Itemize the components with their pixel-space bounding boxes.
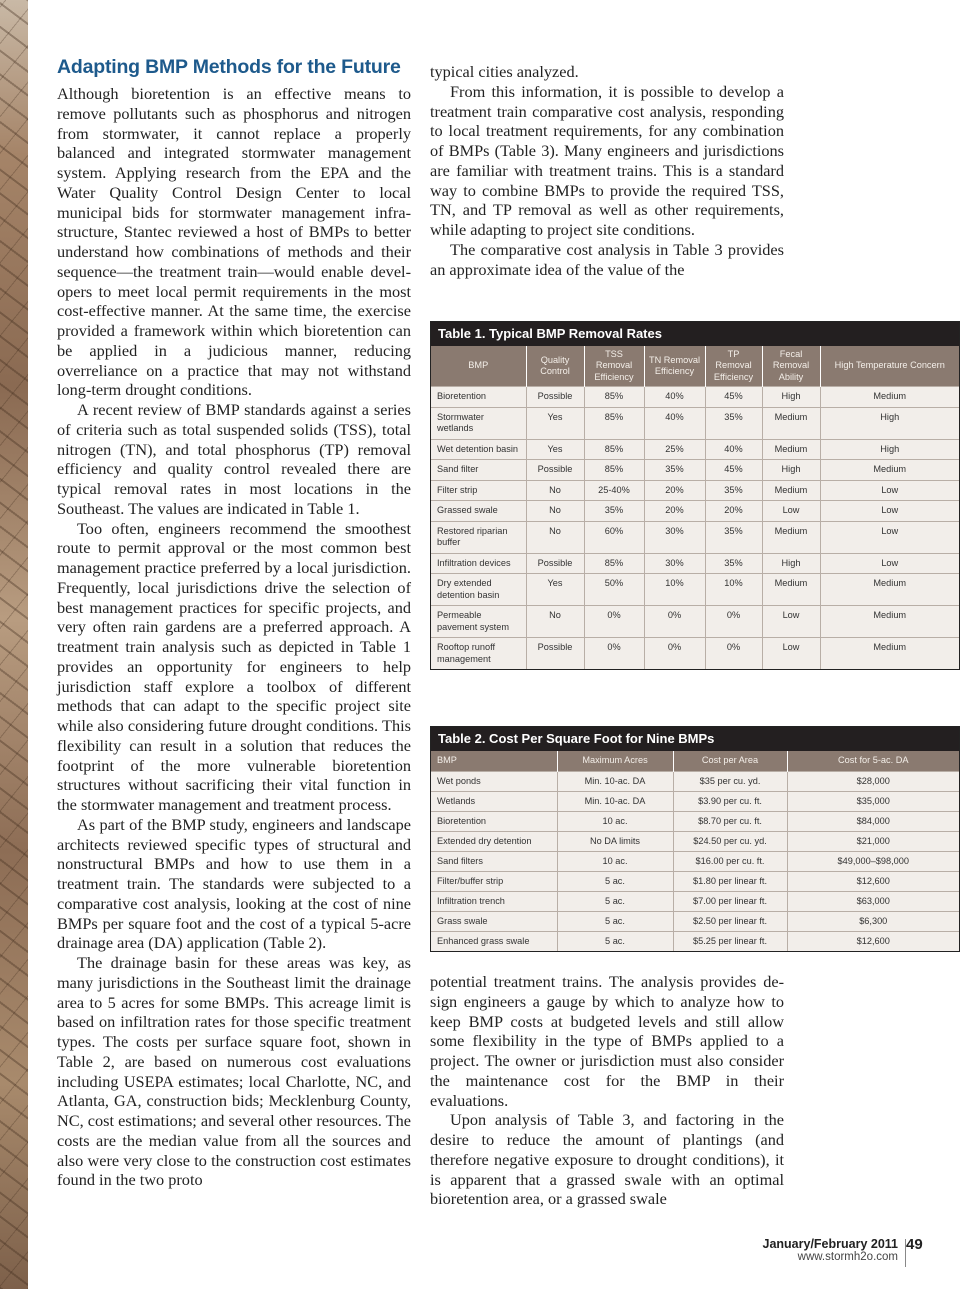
table-cell: 5 ac.	[557, 932, 673, 952]
bmp-name-cell: Enhanced grass swale	[431, 932, 557, 952]
table-cell: $21,000	[787, 832, 959, 852]
bmp-name-cell: Permeable pavement system	[431, 606, 526, 638]
table-cell: 85%	[584, 460, 644, 481]
column-header: BMP	[431, 346, 526, 387]
column-header: TSS Removal Efficiency	[584, 346, 644, 387]
paragraph: Too often, engineers recommend the smoothest route to permit approval or the most common best management practice preferred by a local jurisdiction. Frequently, local jurisdictions drive the selection of best management practices for specific projects, and very often rain gardens are a preferred approach. A treatment train analysis such as depicted in Table 1 provides an opportunity for engineers to help jurisdiction staff explore a toolbox of different methods that can adapt to the specific project site while also considering future drought conditions. This flexibility can result in a solution that reduces the footprint of the more vulnerable bioretention structures without sacrificing their vital function in the stormwater management and treatment process.	[57, 518, 411, 814]
column-header: Cost for 5-ac. DA	[787, 751, 959, 772]
bmp-name-cell: Bioretention	[431, 812, 557, 832]
table-cell: 35%	[705, 407, 762, 439]
table-cell: Medium	[820, 460, 959, 481]
table-cell: Possible	[526, 638, 584, 670]
table-cell: 85%	[584, 553, 644, 574]
column-header: Fecal Removal Ability	[762, 346, 820, 387]
table-cell: Medium	[820, 387, 959, 408]
paragraph: The comparative cost analysis in Table 3 provides an approximate idea of the value of the	[430, 239, 784, 279]
table-cell: 10 ac.	[557, 852, 673, 872]
table-cell: Low	[762, 638, 820, 670]
table-cell: $5.25 per linear ft.	[673, 932, 787, 952]
table-row	[431, 460, 959, 481]
table-cell: Medium	[762, 521, 820, 553]
paragraph: From this information, it is possible to develop a treatment train comparative cost analysis, responding to local treatment requirements, for any combination of BMPs (Table 3). Many engineers and jurisdictions are familiar with treatment trains. This is a standard way to combine BMPs to provide the required TSS, TN, and TP removal as well as other requirements, while adapting to project site conditions.	[430, 81, 784, 239]
column-header: TN Removal Efficiency	[644, 346, 705, 387]
bmp-name-cell: Bioretention	[431, 387, 526, 408]
column-header: High Temperature Concern	[820, 346, 959, 387]
table-1-title: Table 1. Typical BMP Removal Rates	[431, 322, 959, 346]
table-cell: 0%	[644, 638, 705, 670]
table-cell: Low	[762, 501, 820, 522]
table-cell: 30%	[644, 553, 705, 574]
table-cell: $3.90 per cu. ft.	[673, 792, 787, 812]
bmp-name-cell: Stormwater wetlands	[431, 407, 526, 439]
table-cell: $16.00 per cu. ft.	[673, 852, 787, 872]
table-header-row	[431, 346, 959, 387]
table-cell: Medium	[762, 439, 820, 460]
table-row	[431, 501, 959, 522]
table-row	[431, 892, 959, 912]
table-cell: $35 per cu. yd.	[673, 772, 787, 792]
column-header: Quality Control	[526, 346, 584, 387]
table-cell: Medium	[762, 574, 820, 606]
article-heading: Adapting BMP Methods for the Future	[57, 56, 401, 78]
table-cell: 0%	[705, 606, 762, 638]
bmp-name-cell: Dry extended detention basin	[431, 574, 526, 606]
table-row	[431, 574, 959, 606]
table-row	[431, 439, 959, 460]
table-cell: Low	[762, 606, 820, 638]
table-1	[430, 321, 960, 670]
table-cell: Low	[820, 480, 959, 501]
table-cell: 85%	[584, 439, 644, 460]
table-row	[431, 772, 959, 792]
paragraph: Upon analysis of Table 3, and factoring in the desire to reduce the amount of plantings (and therefore negative exposure to drought conditions), it is apparent that a grassed swale with an optimal bioretention area, or a grassed swale	[430, 1110, 784, 1209]
column-header: BMP	[431, 751, 557, 772]
table-cell: 0%	[705, 638, 762, 670]
bmp-name-cell: Filter strip	[431, 480, 526, 501]
table-cell: $84,000	[787, 812, 959, 832]
table-cell: 10%	[644, 574, 705, 606]
table-cell: 35%	[705, 521, 762, 553]
bmp-name-cell: Grass swale	[431, 912, 557, 932]
table-cell: $12,600	[787, 872, 959, 892]
table-cell: 30%	[644, 521, 705, 553]
table-cell: No	[526, 501, 584, 522]
table-row	[431, 606, 959, 638]
table-cell: $28,000	[787, 772, 959, 792]
table-cell: 0%	[584, 638, 644, 670]
table-cell: Possible	[526, 387, 584, 408]
table-cell: $49,000–$98,000	[787, 852, 959, 872]
table-cell: High	[762, 387, 820, 408]
website-url[interactable]: www.stormh2o.com	[797, 1251, 898, 1263]
table-cell: No	[526, 606, 584, 638]
table-cell: 0%	[644, 606, 705, 638]
table-cell: 35%	[584, 501, 644, 522]
table-row	[431, 932, 959, 952]
page-footer	[763, 1237, 899, 1263]
table-cell: No DA limits	[557, 832, 673, 852]
table-cell: Yes	[526, 407, 584, 439]
table-cell: 45%	[705, 387, 762, 408]
table-cell: Medium	[762, 480, 820, 501]
table-row	[431, 792, 959, 812]
column-header: Maximum Acres	[557, 751, 673, 772]
table-cell: 5 ac.	[557, 872, 673, 892]
cracked-earth-edge-image	[0, 0, 28, 1289]
table-cell: 35%	[705, 553, 762, 574]
table-cell: 25%	[644, 439, 705, 460]
table-cell: 60%	[584, 521, 644, 553]
bmp-name-cell: Infiltration devices	[431, 553, 526, 574]
paragraph: potential treatment trains. The analysis provides design engineers a gauge by which to analyze how to keep BMP costs at budgeted levels and still allow some flexibility in the type of BMPs applied to a project. The owner or jurisdiction must also consider the maintenance cost for the BMP in their evaluations.	[430, 972, 784, 1110]
table-row	[431, 832, 959, 852]
paragraph: The drainage basin for these areas was key, as many jurisdictions in the Southeast limit the drainage area to 5 acres for some BMPs. This acreage limit is based on infiltration rates for those specific treatment types. The costs per surface square foot, shown in Table 2, are based on numerous cost evaluations including USEPA estimates; local Charlotte, NC, and Atlanta, GA, construction bids; Mecklenburg County, NC, cost estimations; and several other resources. The costs are the median value from all the sources and also were very close to the construction cost estimates found in the two proto	[57, 953, 411, 1190]
table-cell: $8.70 per cu. ft.	[673, 812, 787, 832]
table-cell: High	[820, 439, 959, 460]
table-cell: Yes	[526, 439, 584, 460]
table-cell: Low	[820, 521, 959, 553]
paragraph: Although bioretention is an effective means to remove pollutants such as phosphorus and nitrogen from stormwater, it cannot replace a properly balanced and integrated stormwater management system. Applying research from the EPA and the Water Quality Control Design Center to local municipal bids for stormwater management infrastructure, Stantec reviewed a host of BMPs to better understand how combinations of methods and their sequence—the treatment train—would enable developers to meet local permit requirements in the most cost-effective manner. At the same time, the exercise provided a framework within which bioretention can be applied in a judicious manner, reducing overreliance on a practice that may not withstand long-term drought conditions.	[57, 84, 411, 400]
table-cell: Min. 10-ac. DA	[557, 792, 673, 812]
table-cell: Low	[820, 501, 959, 522]
table-row	[431, 872, 959, 892]
table-2-title: Table 2. Cost Per Square Foot for Nine BMPs	[431, 727, 959, 751]
table-cell: Possible	[526, 553, 584, 574]
column-header: TP Removal Efficiency	[705, 346, 762, 387]
paragraph: typical cities analyzed.	[430, 62, 579, 81]
issue-date: January/February 2011	[762, 1237, 898, 1251]
bmp-name-cell: Wet ponds	[431, 772, 557, 792]
bmp-name-cell: Wet detention basin	[431, 439, 526, 460]
table-cell: High	[820, 407, 959, 439]
table-cell: Medium	[820, 606, 959, 638]
table-cell: $63,000	[787, 892, 959, 912]
bmp-name-cell: Infiltration trench	[431, 892, 557, 912]
table-cell: No	[526, 480, 584, 501]
table-cell: 40%	[705, 439, 762, 460]
table-cell: 10%	[705, 574, 762, 606]
bmp-name-cell: Extended dry detention	[431, 832, 557, 852]
table-row	[431, 407, 959, 439]
table-cell: Medium	[762, 407, 820, 439]
table-cell: 20%	[644, 501, 705, 522]
bmp-name-cell: Wetlands	[431, 792, 557, 812]
table-row	[431, 387, 959, 408]
table-cell: $1.80 per linear ft.	[673, 872, 787, 892]
table-cell: $24.50 per cu. yd.	[673, 832, 787, 852]
bmp-name-cell: Restored riparian buffer	[431, 521, 526, 553]
table-cell: $12,600	[787, 932, 959, 952]
table-cell: 20%	[644, 480, 705, 501]
table-cell: 45%	[705, 460, 762, 481]
paragraph: A recent review of BMP standards against a series of criteria such as total suspended solids (TSS), total nitrogen (TN), and total phosphorus (TP) removal efficiency and quality control revealed there are typical removal rates in most locations in the Southeast. The values are indicated in Table 1.	[57, 400, 411, 518]
table-header-row	[431, 751, 959, 772]
table-cell: 35%	[705, 480, 762, 501]
table-cell: Possible	[526, 460, 584, 481]
table-cell: Medium	[820, 638, 959, 670]
table-row	[431, 812, 959, 832]
table-cell: $6,300	[787, 912, 959, 932]
table-row	[431, 521, 959, 553]
table-cell: No	[526, 521, 584, 553]
table-cell: 85%	[584, 407, 644, 439]
bmp-name-cell: Filter/buffer strip	[431, 872, 557, 892]
table-row	[431, 480, 959, 501]
table-row	[431, 553, 959, 574]
table-row	[431, 912, 959, 932]
table-cell: 20%	[705, 501, 762, 522]
table-cell: Low	[820, 553, 959, 574]
table-cell: High	[762, 460, 820, 481]
bmp-name-cell: Grassed swale	[431, 501, 526, 522]
table-cell: 35%	[644, 460, 705, 481]
table-cell: 50%	[584, 574, 644, 606]
article-right-column-bottom	[430, 972, 784, 1209]
table-cell: 5 ac.	[557, 912, 673, 932]
table-cell: 85%	[584, 387, 644, 408]
article-left-column	[57, 56, 411, 1190]
table-cell: $35,000	[787, 792, 959, 812]
bmp-name-cell: Sand filter	[431, 460, 526, 481]
table-cell: 5 ac.	[557, 892, 673, 912]
page-number: 49	[906, 1236, 923, 1253]
table-cell: 0%	[584, 606, 644, 638]
table-cell: 10 ac.	[557, 812, 673, 832]
table-cell: 40%	[644, 407, 705, 439]
table-row	[431, 852, 959, 872]
column-header: Cost per Area	[673, 751, 787, 772]
table-row	[431, 638, 959, 670]
bmp-name-cell: Rooftop runoff management	[431, 638, 526, 670]
table-cell: High	[762, 553, 820, 574]
table-cell: Min. 10-ac. DA	[557, 772, 673, 792]
table-cell: Yes	[526, 574, 584, 606]
table-cell: Medium	[820, 574, 959, 606]
table-cell: 25-40%	[584, 480, 644, 501]
paragraph: As part of the BMP study, engineers and landscape architects reviewed specific types of structural and nonstructural BMPs and how to use them in a treatment train. The standards were subjected to a comparative cost analysis, looking at the cost of nine BMPs per square foot and the cost of a typical 5-acre drainage area (DA) application (Table 2).	[57, 814, 411, 953]
table-cell: $7.00 per linear ft.	[673, 892, 787, 912]
table-cell: $2.50 per linear ft.	[673, 912, 787, 932]
table-2	[430, 726, 960, 952]
bmp-name-cell: Sand filters	[431, 852, 557, 872]
article-right-column-top	[430, 62, 784, 279]
table-cell: 40%	[644, 387, 705, 408]
